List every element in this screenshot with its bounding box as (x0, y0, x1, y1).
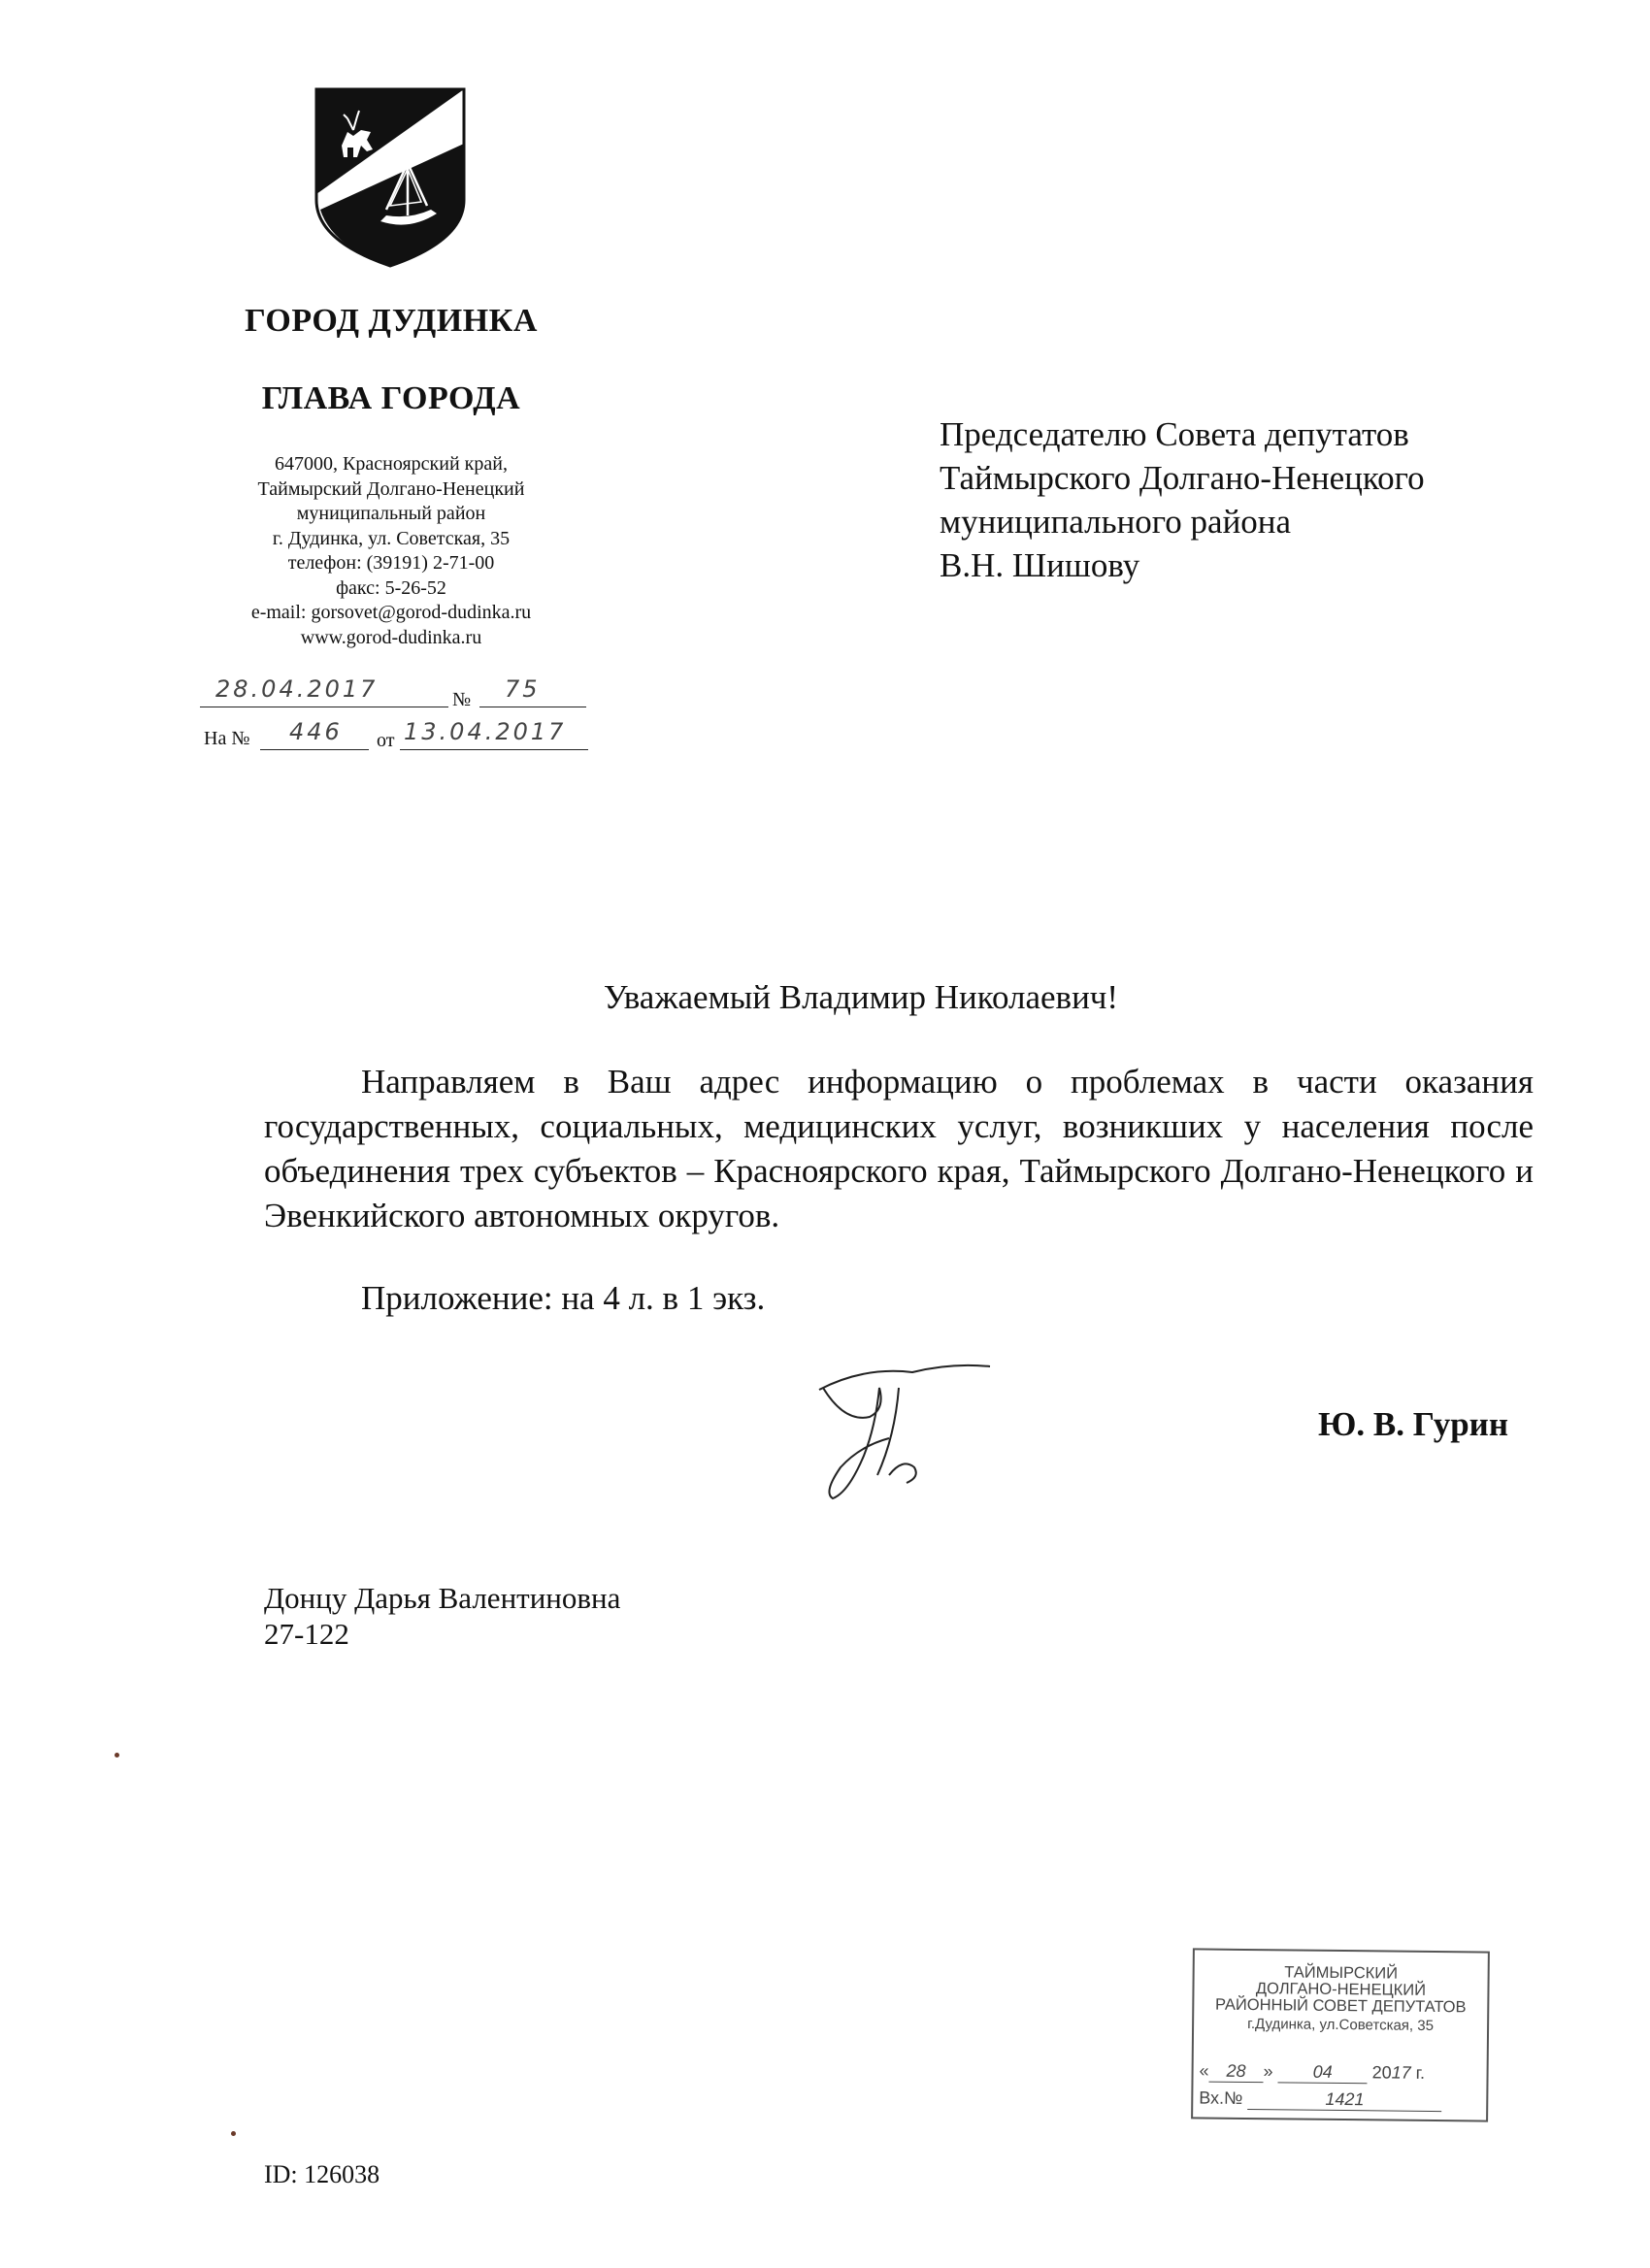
letter-body (264, 1060, 1534, 1238)
scan-speck (231, 2131, 236, 2136)
stamp-in-row (1199, 2087, 1441, 2112)
stamp-date-close: » (1263, 2061, 1273, 2082)
stamp-day: 28 (1208, 2061, 1263, 2084)
address-line: телефон: (39191) 2-71-00 (287, 552, 495, 574)
attachment-note: Приложение: на 4 л. в 1 экз. (361, 1279, 766, 1317)
address-line: e-mail: gorsovet@gorod-dudinka.ru (250, 602, 532, 623)
stamp-date-open: « (1199, 2060, 1209, 2081)
reply-date: 13.04.2017 (404, 718, 567, 745)
reply-prefix: На № (204, 728, 250, 749)
letterhead-city: ГОРОД ДУДИНКА (245, 303, 538, 339)
address-line: г. Дудинка, ул. Советская, 35 (272, 527, 511, 549)
outgoing-date: 28.04.2017 (215, 675, 379, 703)
executor-block (264, 1580, 620, 1652)
recipient-line: В.Н. Шишову (940, 546, 1140, 584)
greeting: Уважаемый Владимир Николаевич! (603, 978, 1119, 1016)
address-line: 647000, Красноярский край, (275, 453, 508, 475)
recipient-line: Таймырского Долгано-Ненецкого (940, 459, 1425, 497)
executor-name: Донцу Дарья Валентиновна (264, 1581, 621, 1615)
from-label: от (377, 730, 395, 751)
coat-of-arms-icon (313, 85, 468, 270)
stamp-year-letter: г. (1415, 2062, 1426, 2083)
recipient-line: муниципального района (940, 503, 1292, 541)
address-line: муниципальный район (296, 503, 486, 524)
letter-body-text: Направляем в Ваш адрес информацию о проблемах в части оказания государственных, социальных, медицинских услуг, возникших у населения после объединения трех субъектов – Красноярского края, Таймырского Долгано-Ненецкого и Эвенкийского автономных округов. (264, 1063, 1534, 1234)
letterhead-position: ГЛАВА ГОРОДА (261, 380, 521, 416)
stamp-line: ДОЛГАНО-НЕНЕЦКИЙ (1255, 1980, 1427, 1999)
letterhead-address (189, 452, 593, 650)
stamp-in-label: Вх.№ (1199, 2087, 1243, 2108)
number-label: № (452, 689, 472, 710)
document-id: ID: 126038 (264, 2160, 380, 2188)
signer-name: Ю. В. Гурин (1318, 1405, 1508, 1443)
recipient-block (940, 412, 1425, 587)
stamp-in-number: 1421 (1247, 2088, 1441, 2112)
address-line: Таймырский Долгано-Ненецкий (257, 477, 525, 500)
address-line: факс: 5-26-52 (336, 576, 446, 599)
registration-stamp (1191, 1948, 1490, 2121)
executor-phone: 27-122 (264, 1617, 349, 1651)
stamp-line: ТАЙМЫРСКИЙ (1284, 1963, 1399, 1983)
stamp-year-suffix: 17 (1391, 2062, 1411, 2083)
stamp-year-prefix: 20 (1371, 2062, 1392, 2083)
address-line: www.gorod-dudinka.ru (300, 626, 482, 648)
scan-speck (115, 1753, 119, 1758)
stamp-month: 04 (1278, 2061, 1368, 2084)
stamp-date-row (1199, 2060, 1425, 2084)
reply-number: 446 (289, 718, 343, 745)
signature (806, 1359, 1009, 1504)
stamp-line: РАЙОННЫЙ СОВЕТ ДЕПУТАТОВ (1214, 1995, 1467, 2017)
stamp-address: г.Дудинка, ул.Советская, 35 (1247, 2015, 1435, 2035)
outgoing-number: 75 (505, 675, 541, 703)
recipient-line: Председателю Совета депутатов (940, 415, 1409, 453)
